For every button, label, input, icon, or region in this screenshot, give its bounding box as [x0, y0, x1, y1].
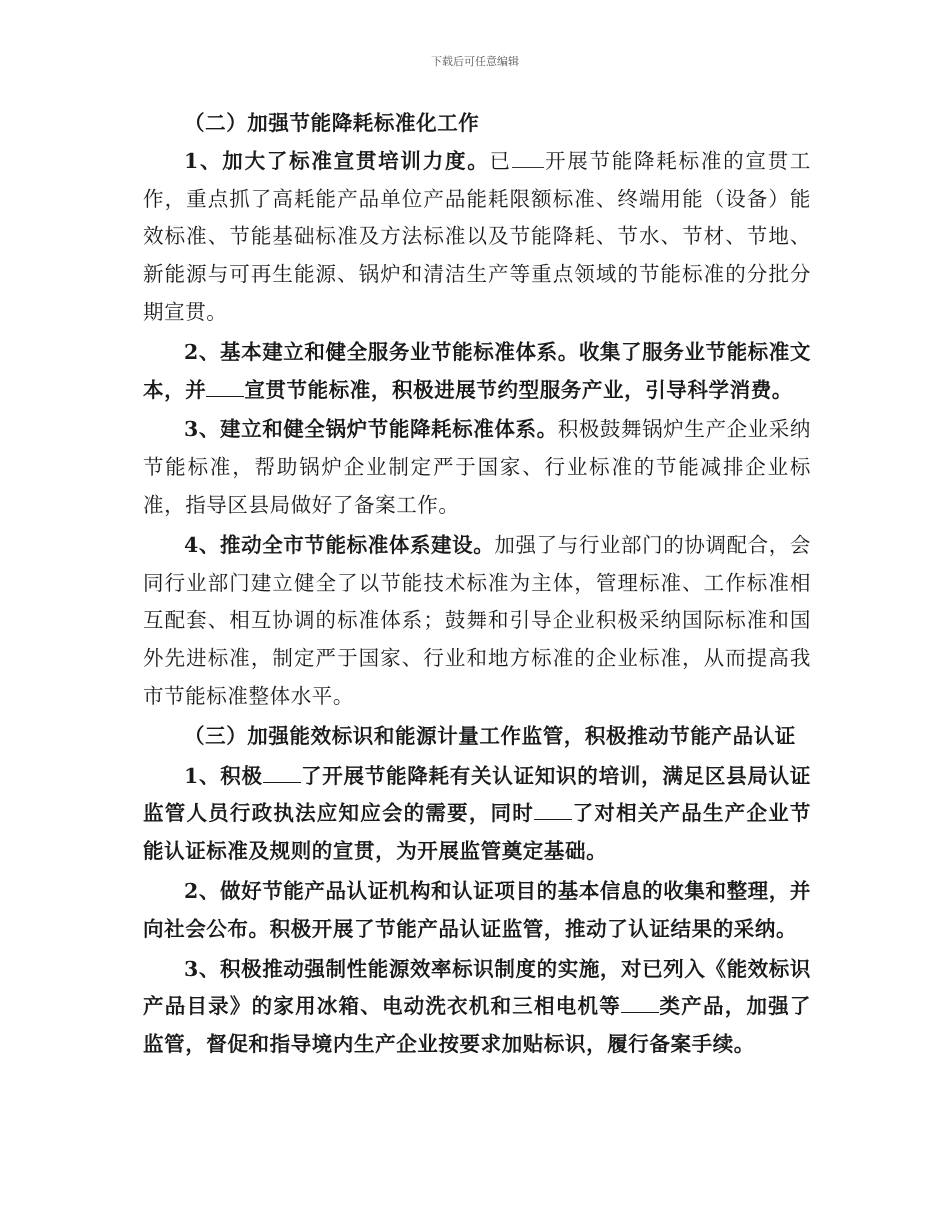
paragraph-3-3-text-a: 3、积极推动强制性能源效率标识制度的实施，对已列入《能效标识产品目录》的家用冰箱、电动洗衣机和三相电机等 [143, 956, 811, 1019]
paragraph-3-3 [143, 951, 811, 1064]
paragraph-2-1-text-b: 开展节能降耗标准的宣贯工作，重点抓了高耗能产品单位产品能耗限额标准、终端用能（设备）能效标准、节能基础标准及方法标准以及节能降耗、节水、节材、节地、新能源与可再生能源、锅炉和清洁生产等重点领域的节能标准的分批分期宣贯。 [143, 148, 812, 324]
paragraph-3-2: 2、做好节能产品认证机构和认证项目的基本信息的收集和整理，并向社会公布。积极开展了节能产品认证监管，推动了认证结果的采纳。 [143, 878, 811, 941]
paragraph-2-1 [143, 143, 811, 332]
paragraph-3-1-text-b: 了开展节能降耗有关认证知识的培训，满足区县局认证监管人员行政执法应知应会的需要，同时 [143, 763, 811, 826]
paragraph-3-1-text-a: 1、积极 [184, 763, 263, 788]
blank-line [621, 993, 659, 1013]
paragraph-2-2 [143, 334, 811, 410]
paragraph-2-4-body: 加强了与行业部门的协调配合，会同行业部门建立健全了以节能技术标准为主体，管理标准、工作标准相互配套、相互协调的标准体系；鼓舞和引导企业积极采纳国际标准和国外先进标准，制定严于国家、行业和地方标准的企业标准，从而提高我市节能标准整体水平。 [143, 532, 812, 708]
paragraph-2-1-lead: 1、加大了标准宣贯培训力度。 [184, 148, 490, 173]
page-header: 下载后可任意编辑 [431, 55, 519, 68]
paragraph-3-1-text-c: 了对相关产品生产企业节能认证标准及规则的宣贯，为开展监管奠定基础。 [143, 801, 811, 864]
blank-line [534, 800, 572, 820]
paragraph-2-4 [143, 527, 811, 716]
paragraph-2-3-body: 积极鼓舞锅炉生产企业采纳节能标准，帮助锅炉企业制定严于国家、行业标准的节能减排企业标准，指导区县局做好了备案工作。 [143, 417, 811, 517]
paragraph-2-1-text-a: 已 [489, 148, 512, 173]
paragraph-2-4-lead: 4、推动全市节能标准体系建设。 [184, 532, 495, 557]
section-heading-3: （三）加强能效标识和能源计量工作监管，积极推动节能产品认证 [184, 723, 796, 748]
paragraph-2-2-text-b: 宣贯节能标准，积极进展节约型服务产业，引导科学消费。 [244, 377, 793, 402]
paragraph-2-3-lead: 3、建立和健全锅炉节能降耗标准体系。 [184, 417, 558, 442]
paragraph-3-1 [143, 758, 811, 871]
paragraph-2-3 [143, 411, 811, 524]
paragraph-3-3-text-b: 类产品，加强了监管，督促和指导境内生产企业按要求加贴标识，履行备案手续。 [143, 994, 812, 1057]
paragraph-2-2-text-a: 2、基本建立和健全服务业节能标准体系。收集了服务业节能标准文本，并 [143, 339, 811, 402]
blank-line [512, 148, 544, 168]
blank-line [206, 377, 244, 397]
document-body [143, 105, 811, 1064]
blank-line [263, 763, 301, 783]
section-heading-2: （二）加强节能降耗标准化工作 [184, 111, 480, 135]
